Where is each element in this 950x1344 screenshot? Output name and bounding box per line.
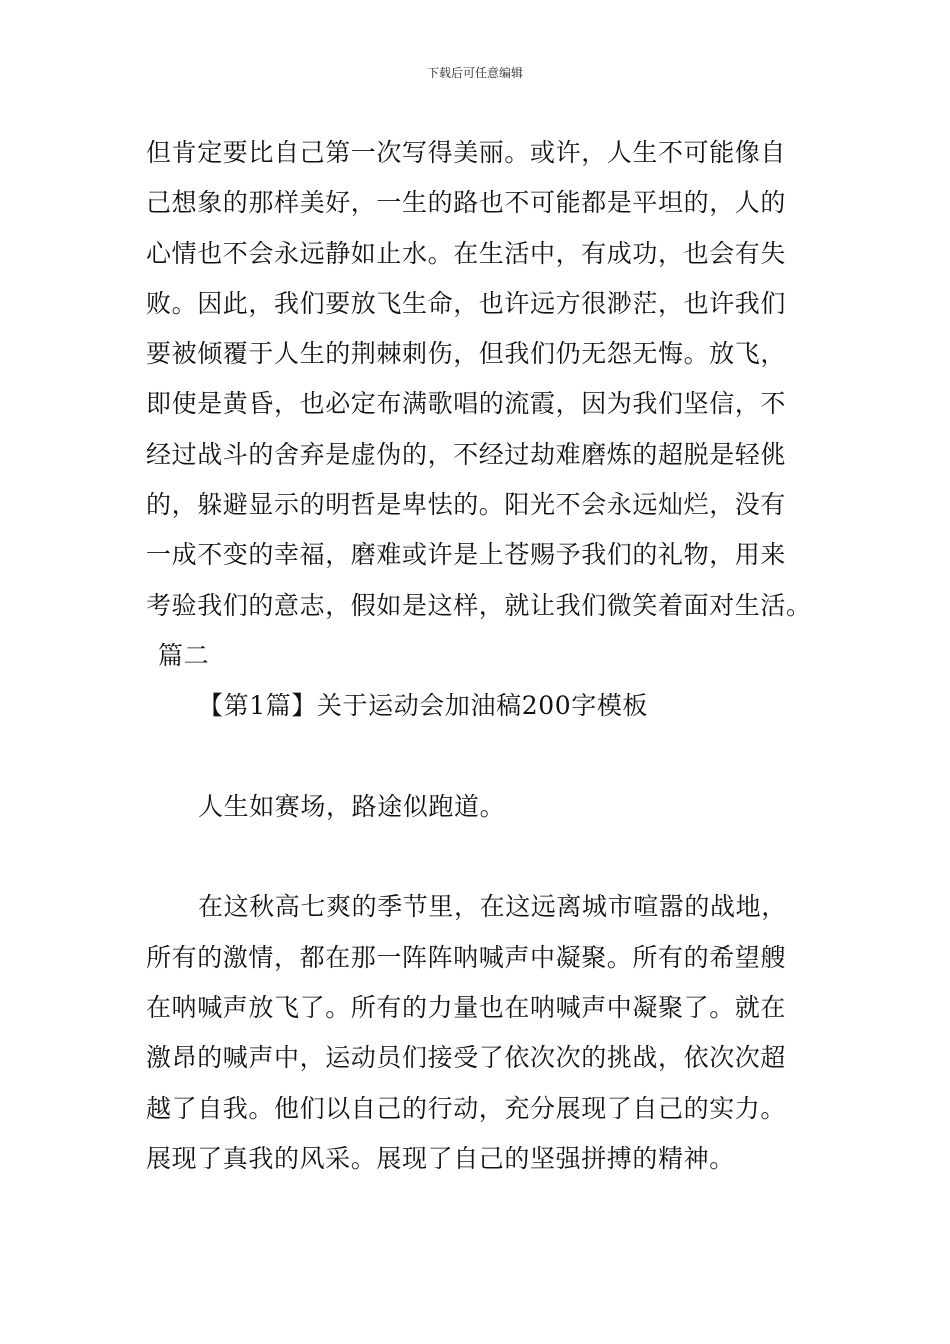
text-line: 经过战斗的舍弃是虚伪的，不经过劫难磨炼的超脱是轻佻 xyxy=(146,439,787,469)
text-line: 一成不变的幸福，磨难或许是上苍赐予我们的礼物，用来 xyxy=(146,540,787,570)
section-label: 篇二 xyxy=(158,640,210,670)
text-line: 即使是黄昏，也必定布满歌唱的流霞，因为我们坚信，不 xyxy=(146,389,787,419)
text-line: 越了自我。他们以自己的行动，充分展现了自己的实力。 xyxy=(146,1093,787,1123)
text-line: 考验我们的意志，假如是这样，就让我们微笑着面对生活。 xyxy=(146,590,812,620)
text-line: 在这秋高七爽的季节里，在这远离城市喧嚣的战地， xyxy=(198,892,787,922)
blank-line xyxy=(146,832,810,882)
text-line: 的，躲避显示的明哲是卑怯的。阳光不会永远灿烂，没有 xyxy=(146,490,787,520)
paragraph-3 xyxy=(146,882,810,1184)
text-line: 己想象的那样美好，一生的路也不可能都是平坦的，人的 xyxy=(146,188,787,218)
article-title: 【第1篇】关于运动会加油稿200字模板 xyxy=(198,691,649,721)
text-line: 所有的激情，都在那一阵阵呐喊声中凝聚。所有的希望艘 xyxy=(146,942,787,972)
text-line: 在呐喊声放飞了。所有的力量也在呐喊声中凝聚了。就在 xyxy=(146,993,787,1023)
text-line: 心情也不会永远静如止水。在生活中，有成功，也会有失 xyxy=(146,238,787,268)
paragraph-2: 人生如赛场，路途似跑道。 xyxy=(198,791,506,821)
blank-line xyxy=(146,732,810,782)
text-line: 展现了真我的风采。展现了自己的坚强拼搏的精神。 xyxy=(146,1143,735,1173)
header-note: 下载后可任意编辑 xyxy=(426,66,523,80)
text-line: 但肯定要比自己第一次写得美丽。或许，人生不可能像自 xyxy=(146,138,787,167)
text-line: 败。因此，我们要放飞生命，也许远方很渺茫，也许我们 xyxy=(146,288,787,318)
text-line: 要被倾覆于人生的荆棘刺伤，但我们仍无怨无悔。放飞， xyxy=(146,339,787,369)
document-body xyxy=(146,128,810,1184)
paragraph-1 xyxy=(146,128,810,631)
text-line: 激昂的喊声中，运动员们接受了依次次的挑战，依次次超 xyxy=(146,1043,787,1073)
